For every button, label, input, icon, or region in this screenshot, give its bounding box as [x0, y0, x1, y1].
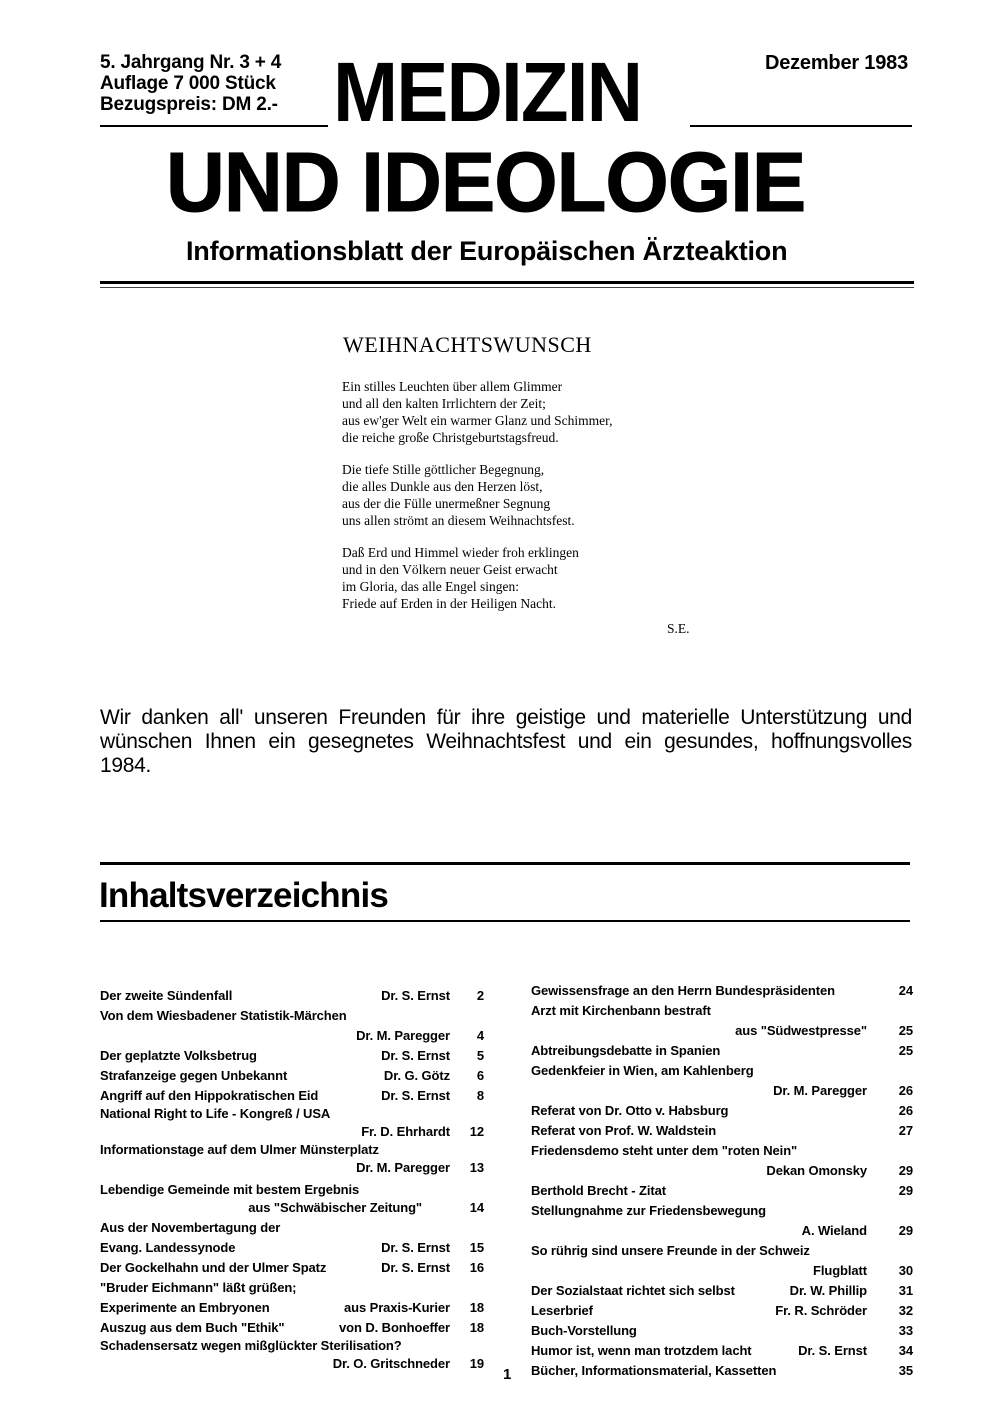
toc-entry-title: Der zweite Sündenfall [100, 988, 233, 1003]
poem-signature: S.E. [667, 621, 690, 636]
toc-entry-author: Dr. S. Ernst [798, 1343, 867, 1358]
toc-entry [100, 1218, 484, 1238]
toc-entry [531, 1201, 913, 1241]
toc-entry-title: Strafanzeige gegen Unbekannt [100, 1068, 288, 1083]
toc-title: Inhaltsverzeichnis [99, 876, 389, 915]
toc-entry [100, 1338, 484, 1374]
poem [342, 378, 612, 627]
toc-entry-page: 12 [469, 1124, 484, 1139]
toc-entry-title: Stellungnahme zur Friedensbewegung [531, 1203, 766, 1218]
toc-entry-title: Referat von Dr. Otto v. Habsburg [531, 1103, 729, 1118]
toc-entry [531, 1281, 913, 1301]
toc-entry [100, 1142, 484, 1178]
print-run: Auflage 7 000 Stück [100, 73, 276, 94]
toc-entry-page: 29 [898, 1223, 913, 1238]
poem-line: und in den Völkern neuer Geist erwacht [342, 562, 558, 577]
toc-entry-page: 26 [898, 1103, 913, 1118]
toc-entry-page: 2 [476, 988, 484, 1003]
toc-entry-page: 24 [898, 983, 913, 998]
toc-entry-author: Dr. S. Ernst [381, 1260, 450, 1275]
toc-entry [100, 1258, 484, 1278]
toc-entry [100, 1318, 484, 1338]
toc-entry-page: 13 [469, 1160, 484, 1175]
issue-info-rule [100, 125, 328, 127]
toc-entry [100, 1006, 484, 1046]
toc-rule-top [100, 862, 910, 865]
toc-entry [531, 1341, 913, 1361]
toc-entry-page: 18 [469, 1300, 484, 1315]
toc-entry-author: Dr. S. Ernst [381, 1048, 450, 1063]
toc-entry-page: 25 [898, 1043, 913, 1058]
toc-entry-page: 5 [476, 1048, 484, 1063]
toc-entry-page: 18 [469, 1320, 484, 1335]
toc-entry-title: Leserbrief [531, 1303, 593, 1318]
toc-entry [531, 1101, 913, 1121]
toc-entry-title: National Right to Life - Kongreß / USA [100, 1106, 331, 1121]
toc-entry-page: 4 [476, 1028, 484, 1043]
toc-entry [531, 1061, 913, 1101]
toc-entry-title: Der geplatzte Volksbetrug [100, 1048, 257, 1063]
toc-entry-title: Von dem Wiesbadener Statistik-Märchen [100, 1008, 347, 1023]
toc-entry-page: 19 [469, 1356, 484, 1371]
toc-entry-page: 6 [476, 1068, 484, 1083]
toc-entry-title: Evang. Landessynode [100, 1240, 236, 1255]
toc-entry-page: 32 [898, 1303, 913, 1318]
toc-entry [100, 1278, 484, 1298]
toc-entry-author: aus "Südwestpresse" [735, 1023, 867, 1038]
toc-entry [531, 1181, 913, 1201]
poem-stanza [342, 461, 612, 529]
toc-entry-title: Der Sozialstaat richtet sich selbst [531, 1283, 735, 1298]
toc-entry-author: Dr. M. Paregger [773, 1083, 867, 1098]
toc-entry [100, 1066, 484, 1086]
toc-entry-title: Friedensdemo steht unter dem "roten Nein" [531, 1143, 798, 1158]
poem-stanza [342, 544, 612, 612]
toc-entry-author: Flugblatt [813, 1263, 867, 1278]
masthead-title-line1: MEDIZIN [333, 45, 642, 139]
toc-entry-page: 35 [898, 1363, 913, 1378]
toc-entry-page: 31 [898, 1283, 913, 1298]
masthead-title-rule [690, 125, 912, 127]
toc-entry-page: 29 [898, 1163, 913, 1178]
toc-entry [531, 1361, 913, 1381]
toc-entry-title: Angriff auf den Hippokratischen Eid [100, 1088, 319, 1103]
toc-entry-page: 30 [898, 1263, 913, 1278]
toc-entry-title: Gedenkfeier in Wien, am Kahlenberg [531, 1063, 754, 1078]
toc-entry-title: Buch-Vorstellung [531, 1323, 637, 1338]
poem-line: Die tiefe Stille göttlicher Begegnung, [342, 462, 545, 477]
poem-line: die reiche große Christgeburtstagsfreud. [342, 430, 559, 445]
toc-entry-page: 29 [898, 1183, 913, 1198]
toc-entry-page: 34 [898, 1343, 913, 1358]
thanks-paragraph: Wir danken all' unseren Freunden für ihre geistige und materielle Unterstützung und wünschen Ihnen ein gesegnetes Weihnachtsfest und ein gesundes, hoffnungsvolles 1984. [100, 706, 912, 777]
toc-entry [531, 1001, 913, 1041]
toc-entry-title: Referat von Prof. W. Waldstein [531, 1123, 717, 1138]
toc-entry-author: Fr. R. Schröder [775, 1303, 867, 1318]
toc-entry-title: So rührig sind unsere Freunde in der Schweiz [531, 1243, 810, 1258]
poem-line: aus ew'ger Welt ein warmer Glanz und Schimmer, [342, 413, 613, 428]
toc-entry-title: Experimente an Embryonen [100, 1300, 270, 1315]
toc-entry-author: Dr. S. Ernst [381, 1240, 450, 1255]
toc-entry-page: 26 [898, 1083, 913, 1098]
poem-line: im Gloria, das alle Engel singen: [342, 579, 519, 594]
issue-number: 5. Jahrgang Nr. 3 + 4 [100, 52, 282, 73]
toc-entry-title: "Bruder Eichmann" läßt grüßen; [100, 1280, 297, 1295]
toc-entry [531, 1041, 913, 1061]
toc-entry-title: Der Gockelhahn und der Ulmer Spatz [100, 1260, 327, 1275]
toc-entry-title: Humor ist, wenn man trotzdem lacht [531, 1343, 752, 1358]
toc-entry [531, 981, 913, 1001]
toc-entry [100, 1086, 484, 1106]
toc-entry [100, 1298, 484, 1318]
issue-info [100, 52, 281, 115]
poem-line: uns allen strömt an diesem Weihnachtsfest. [342, 513, 575, 528]
masthead-rule [100, 281, 914, 284]
poem-line: Daß Erd und Himmel wieder froh erklingen [342, 545, 579, 560]
toc-entry-page: 15 [469, 1240, 484, 1255]
toc-entry-page: 16 [469, 1260, 484, 1275]
toc-entry [100, 1238, 484, 1258]
issue-date: Dezember 1983 [764, 52, 908, 74]
toc-entry-author: Dr. G. Götz [383, 1068, 450, 1083]
page-number: 1 [503, 1366, 512, 1383]
toc-entry [100, 1046, 484, 1066]
toc-entry-author: A. Wieland [801, 1223, 867, 1238]
toc-entry-title: Auszug aus dem Buch "Ethik" [100, 1320, 285, 1335]
poem-stanza [342, 378, 612, 446]
toc-entry-author: aus "Schwäbischer Zeitung" [248, 1200, 422, 1215]
subscription-price: Bezugspreis: DM 2.- [100, 94, 278, 115]
poem-line: aus der die Fülle unermeßner Segnung [342, 496, 551, 511]
toc-entry-author: Dr. S. Ernst [381, 1088, 450, 1103]
toc-entry-page: 27 [898, 1123, 913, 1138]
poem-line: Ein stilles Leuchten über allem Glimmer [342, 379, 563, 394]
toc-entry-title: Lebendige Gemeinde mit bestem Ergebnis [100, 1182, 360, 1197]
toc-entry-author: aus Praxis-Kurier [344, 1300, 450, 1315]
toc-entry-author: Dr. M. Paregger [356, 1160, 450, 1175]
poem-line: die alles Dunkle aus den Herzen löst, [342, 479, 543, 494]
toc-entry-page: 33 [898, 1323, 913, 1338]
masthead-subtitle: Informationsblatt der Europäischen Ärzteaktion [186, 236, 788, 266]
poem-line: Friede auf Erden in der Heiligen Nacht. [342, 596, 557, 611]
toc-entry-author: Dr. S. Ernst [381, 988, 450, 1003]
toc-entry-author: Dr. O. Gritschneder [332, 1356, 450, 1371]
toc-entry-title: Schadensersatz wegen mißglückter Sterilisation? [100, 1338, 402, 1353]
poem-line: und all den kalten Irrlichtern der Zeit; [342, 396, 546, 411]
toc-column-left [100, 986, 484, 1374]
toc-entry [531, 1141, 913, 1181]
toc-entry-title: Informationstage auf dem Ulmer Münsterplatz [100, 1142, 379, 1157]
toc-entry-title: Arzt mit Kirchenbann bestraft [531, 1003, 711, 1018]
toc-entry-author: Dr. M. Paregger [356, 1028, 450, 1043]
toc-entry-title: Abtreibungsdebatte in Spanien [531, 1043, 721, 1058]
toc-entry-page: 14 [469, 1200, 484, 1215]
toc-column-right [531, 981, 913, 1381]
toc-entry [100, 1106, 484, 1142]
toc-rule-bottom [100, 920, 910, 922]
toc-entry [531, 1301, 913, 1321]
toc-entry-author: Dr. W. Phillip [789, 1283, 867, 1298]
toc-entry-title: Bücher, Informationsmaterial, Kassetten [531, 1363, 777, 1378]
poem-title: WEIHNACHTSWUNSCH [343, 332, 592, 357]
masthead-rule-thin [100, 287, 914, 288]
toc-entry [531, 1121, 913, 1141]
toc-entry-title: Aus der Novembertagung der [100, 1220, 281, 1235]
toc-entry-author: Fr. D. Ehrhardt [361, 1124, 450, 1139]
masthead-title-line2: UND IDEOLOGIE [166, 135, 806, 229]
toc-entry-title: Berthold Brecht - Zitat [531, 1183, 666, 1198]
toc-entry-page: 25 [898, 1023, 913, 1038]
toc-entry [100, 1182, 484, 1218]
toc-entry-author: Dekan Omonsky [766, 1163, 867, 1178]
toc-entry-page: 8 [476, 1088, 484, 1103]
toc-entry-author: von D. Bonhoeffer [339, 1320, 450, 1335]
toc-entry [100, 986, 484, 1006]
toc-entry [531, 1321, 913, 1341]
toc-entry [531, 1241, 913, 1281]
toc-entry-title: Gewissensfrage an den Herrn Bundespräsidenten [531, 983, 835, 998]
